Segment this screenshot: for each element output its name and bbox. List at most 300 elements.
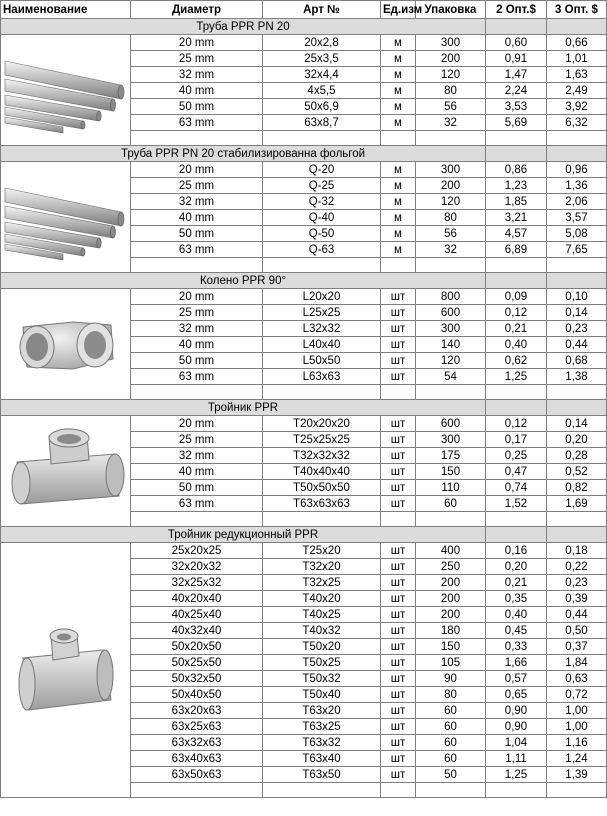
pack-cell: 250: [416, 559, 486, 575]
price3-cell: 0,82: [547, 480, 607, 496]
price2-cell: 0,21: [486, 575, 547, 591]
unit-cell: шт: [381, 687, 416, 703]
price2-cell: 1,52: [486, 496, 547, 512]
unit-cell: шт: [381, 559, 416, 575]
price3-cell: 0,14: [547, 416, 607, 432]
pack-cell: 120: [416, 67, 486, 83]
article-cell: T63x50: [263, 767, 381, 783]
pack-cell: 120: [416, 353, 486, 369]
article-cell: Q-20: [263, 162, 381, 178]
table-row: [1, 543, 607, 559]
price2-cell: 3,53: [486, 99, 547, 115]
pack-cell: 60: [416, 703, 486, 719]
section-title-filler: [486, 273, 547, 289]
diameter-cell: 50 mm: [131, 353, 263, 369]
section-title-filler: [486, 146, 547, 162]
article-cell: L40x40: [263, 337, 381, 353]
empty-cell: [263, 131, 381, 146]
unit-cell: м: [381, 226, 416, 242]
empty-cell: [547, 385, 607, 400]
empty-cell: [263, 783, 381, 798]
article-cell: T20x20x20: [263, 416, 381, 432]
unit-cell: м: [381, 210, 416, 226]
pack-cell: 32: [416, 242, 486, 258]
price2-cell: 0,40: [486, 607, 547, 623]
price2-cell: 1,85: [486, 194, 547, 210]
diameter-cell: 32 mm: [131, 194, 263, 210]
unit-cell: м: [381, 51, 416, 67]
diameter-cell: 40x32x40: [131, 623, 263, 639]
header-price3: 3 Опт. $: [547, 1, 607, 19]
diameter-cell: 32 mm: [131, 448, 263, 464]
pack-cell: 140: [416, 337, 486, 353]
price3-cell: 0,37: [547, 639, 607, 655]
pack-cell: 105: [416, 655, 486, 671]
header-article: Арт №: [263, 1, 381, 19]
pack-cell: 120: [416, 194, 486, 210]
price3-cell: 1,00: [547, 703, 607, 719]
price2-cell: 1,47: [486, 67, 547, 83]
section-title: Колено PPR 90°: [1, 273, 486, 289]
unit-cell: м: [381, 178, 416, 194]
diameter-cell: 50x32x50: [131, 671, 263, 687]
empty-cell: [486, 258, 547, 273]
diameter-cell: 40 mm: [131, 464, 263, 480]
empty-cell: [131, 258, 263, 273]
section-title-row: [1, 19, 607, 35]
pack-cell: 56: [416, 99, 486, 115]
unit-cell: шт: [381, 416, 416, 432]
price2-cell: 0,25: [486, 448, 547, 464]
empty-cell: [416, 258, 486, 273]
article-cell: T50x25: [263, 655, 381, 671]
price2-cell: 0,17: [486, 432, 547, 448]
diameter-cell: 32x25x32: [131, 575, 263, 591]
pack-cell: 60: [416, 735, 486, 751]
unit-cell: шт: [381, 639, 416, 655]
price3-cell: 1,63: [547, 67, 607, 83]
empty-cell: [547, 783, 607, 798]
pipes-image: [1, 35, 131, 146]
diameter-cell: 63 mm: [131, 115, 263, 131]
empty-cell: [131, 512, 263, 527]
article-cell: T50x40: [263, 687, 381, 703]
unit-cell: шт: [381, 337, 416, 353]
price2-cell: 0,91: [486, 51, 547, 67]
pack-cell: 150: [416, 464, 486, 480]
price2-cell: 0,45: [486, 623, 547, 639]
pack-cell: 200: [416, 178, 486, 194]
price2-cell: 0,33: [486, 639, 547, 655]
price3-cell: 0,44: [547, 337, 607, 353]
diameter-cell: 63x32x63: [131, 735, 263, 751]
diameter-cell: 20 mm: [131, 35, 263, 51]
price3-cell: 0,72: [547, 687, 607, 703]
price3-cell: 0,52: [547, 464, 607, 480]
price3-cell: 0,18: [547, 543, 607, 559]
section-title-row: [1, 146, 607, 162]
article-cell: L63x63: [263, 369, 381, 385]
unit-cell: шт: [381, 703, 416, 719]
diameter-cell: 63x20x63: [131, 703, 263, 719]
diameter-cell: 63 mm: [131, 242, 263, 258]
price3-cell: 1,38: [547, 369, 607, 385]
table-row: [1, 416, 607, 432]
price3-cell: 0,20: [547, 432, 607, 448]
pack-cell: 32: [416, 115, 486, 131]
price3-cell: 1,00: [547, 719, 607, 735]
pack-cell: 600: [416, 416, 486, 432]
article-cell: T40x25: [263, 607, 381, 623]
header-name: Наименование: [1, 1, 131, 19]
unit-cell: шт: [381, 671, 416, 687]
article-cell: T25x25x25: [263, 432, 381, 448]
price3-cell: 7,65: [547, 242, 607, 258]
pack-cell: 50: [416, 767, 486, 783]
price2-cell: 0,57: [486, 671, 547, 687]
pack-cell: 60: [416, 751, 486, 767]
unit-cell: м: [381, 115, 416, 131]
price2-cell: 1,25: [486, 369, 547, 385]
price2-cell: 6,89: [486, 242, 547, 258]
price3-cell: 0,28: [547, 448, 607, 464]
unit-cell: шт: [381, 369, 416, 385]
diameter-cell: 63x50x63: [131, 767, 263, 783]
empty-cell: [381, 512, 416, 527]
pack-cell: 200: [416, 607, 486, 623]
price3-cell: 0,23: [547, 321, 607, 337]
pack-cell: 60: [416, 496, 486, 512]
price3-cell: 0,23: [547, 575, 607, 591]
price2-cell: 0,40: [486, 337, 547, 353]
pack-cell: 300: [416, 321, 486, 337]
diameter-cell: 50 mm: [131, 226, 263, 242]
unit-cell: м: [381, 162, 416, 178]
article-cell: L20x20: [263, 289, 381, 305]
article-cell: T63x20: [263, 703, 381, 719]
pack-cell: 80: [416, 687, 486, 703]
pack-cell: 400: [416, 543, 486, 559]
diameter-cell: 50x25x50: [131, 655, 263, 671]
article-cell: T25x20: [263, 543, 381, 559]
empty-cell: [486, 783, 547, 798]
section-title: Тройник редукционный PPR: [1, 527, 486, 543]
price3-cell: 0,14: [547, 305, 607, 321]
table-row: [1, 162, 607, 178]
empty-cell: [416, 131, 486, 146]
article-cell: 32х4,4: [263, 67, 381, 83]
unit-cell: шт: [381, 767, 416, 783]
article-cell: Q-63: [263, 242, 381, 258]
pack-cell: 180: [416, 623, 486, 639]
empty-cell: [381, 131, 416, 146]
pack-cell: 175: [416, 448, 486, 464]
unit-cell: м: [381, 35, 416, 51]
empty-cell: [547, 131, 607, 146]
price3-cell: 0,44: [547, 607, 607, 623]
price3-cell: 0,66: [547, 35, 607, 51]
unit-cell: шт: [381, 464, 416, 480]
article-cell: T50x32: [263, 671, 381, 687]
unit-cell: шт: [381, 623, 416, 639]
price3-cell: 0,68: [547, 353, 607, 369]
article-cell: 25х3,5: [263, 51, 381, 67]
price2-cell: 0,09: [486, 289, 547, 305]
empty-cell: [416, 385, 486, 400]
pack-cell: 80: [416, 83, 486, 99]
table-row: [1, 289, 607, 305]
pack-cell: 200: [416, 575, 486, 591]
tee-image: [1, 416, 131, 527]
unit-cell: м: [381, 83, 416, 99]
price2-cell: 0,35: [486, 591, 547, 607]
diameter-cell: 25 mm: [131, 305, 263, 321]
section-title-filler: [547, 19, 607, 35]
diameter-cell: 20 mm: [131, 162, 263, 178]
section-title-filler: [547, 146, 607, 162]
article-cell: T40x40x40: [263, 464, 381, 480]
empty-cell: [263, 385, 381, 400]
price3-cell: 1,69: [547, 496, 607, 512]
price3-cell: 0,63: [547, 671, 607, 687]
article-cell: T32x32x32: [263, 448, 381, 464]
diameter-cell: 63 mm: [131, 369, 263, 385]
section-title-filler: [547, 527, 607, 543]
unit-cell: шт: [381, 321, 416, 337]
price2-cell: 0,16: [486, 543, 547, 559]
unit-cell: шт: [381, 719, 416, 735]
price2-cell: 0,90: [486, 719, 547, 735]
unit-cell: м: [381, 67, 416, 83]
article-cell: T40x32: [263, 623, 381, 639]
diameter-cell: 50x20x50: [131, 639, 263, 655]
pack-cell: 600: [416, 305, 486, 321]
price3-cell: 6,32: [547, 115, 607, 131]
price2-cell: 0,20: [486, 559, 547, 575]
article-cell: T63x32: [263, 735, 381, 751]
section-title-filler: [486, 527, 547, 543]
empty-cell: [381, 385, 416, 400]
article-cell: T32x25: [263, 575, 381, 591]
price2-cell: 1,11: [486, 751, 547, 767]
unit-cell: шт: [381, 543, 416, 559]
table-row: [1, 35, 607, 51]
unit-cell: шт: [381, 432, 416, 448]
diameter-cell: 25x20x25: [131, 543, 263, 559]
price3-cell: 0,50: [547, 623, 607, 639]
article-cell: 50х6,9: [263, 99, 381, 115]
section-title-row: [1, 273, 607, 289]
diameter-cell: 32x20x32: [131, 559, 263, 575]
article-cell: T50x50x50: [263, 480, 381, 496]
price3-cell: 1,24: [547, 751, 607, 767]
elbow-image: [1, 289, 131, 400]
pack-cell: 110: [416, 480, 486, 496]
price2-cell: 1,25: [486, 767, 547, 783]
diameter-cell: 20 mm: [131, 289, 263, 305]
section-title: Труба PPR PN 20: [1, 19, 486, 35]
unit-cell: шт: [381, 480, 416, 496]
price3-cell: 2,06: [547, 194, 607, 210]
unit-cell: шт: [381, 591, 416, 607]
empty-cell: [131, 131, 263, 146]
unit-cell: шт: [381, 655, 416, 671]
reducing-tee-image: [1, 543, 131, 798]
pack-cell: 300: [416, 432, 486, 448]
price2-cell: 2,24: [486, 83, 547, 99]
pack-cell: 54: [416, 369, 486, 385]
price3-cell: 0,96: [547, 162, 607, 178]
empty-cell: [263, 258, 381, 273]
price3-cell: 0,22: [547, 559, 607, 575]
price2-cell: 5,69: [486, 115, 547, 131]
empty-cell: [416, 783, 486, 798]
section-title-filler: [486, 19, 547, 35]
header-pack: Упаковка: [416, 1, 486, 19]
unit-cell: шт: [381, 735, 416, 751]
price2-cell: 0,90: [486, 703, 547, 719]
pack-cell: 300: [416, 35, 486, 51]
pack-cell: 200: [416, 51, 486, 67]
article-cell: T63x40: [263, 751, 381, 767]
unit-cell: шт: [381, 289, 416, 305]
section-title-row: [1, 527, 607, 543]
unit-cell: м: [381, 242, 416, 258]
price3-cell: 0,10: [547, 289, 607, 305]
price3-cell: 2,49: [547, 83, 607, 99]
diameter-cell: 25 mm: [131, 178, 263, 194]
unit-cell: шт: [381, 448, 416, 464]
unit-cell: м: [381, 194, 416, 210]
header-row: [1, 1, 607, 19]
article-cell: T50x20: [263, 639, 381, 655]
price3-cell: 3,92: [547, 99, 607, 115]
diameter-cell: 25 mm: [131, 51, 263, 67]
price3-cell: 3,57: [547, 210, 607, 226]
diameter-cell: 32 mm: [131, 67, 263, 83]
price2-cell: 0,74: [486, 480, 547, 496]
section-title: Тройник PPR: [1, 400, 486, 416]
section-title-filler: [486, 400, 547, 416]
section-title-filler: [547, 400, 607, 416]
article-cell: 20х2,8: [263, 35, 381, 51]
article-cell: T32x20: [263, 559, 381, 575]
empty-cell: [131, 783, 263, 798]
price2-cell: 4,57: [486, 226, 547, 242]
article-cell: L25x25: [263, 305, 381, 321]
diameter-cell: 40 mm: [131, 210, 263, 226]
article-cell: L50x50: [263, 353, 381, 369]
price3-cell: 1,36: [547, 178, 607, 194]
price2-cell: 0,60: [486, 35, 547, 51]
unit-cell: м: [381, 99, 416, 115]
empty-cell: [381, 783, 416, 798]
article-cell: Q-50: [263, 226, 381, 242]
price3-cell: 1,39: [547, 767, 607, 783]
article-cell: Q-25: [263, 178, 381, 194]
price2-cell: 0,47: [486, 464, 547, 480]
price2-cell: 1,23: [486, 178, 547, 194]
article-cell: Q-32: [263, 194, 381, 210]
empty-cell: [486, 131, 547, 146]
empty-cell: [381, 258, 416, 273]
pack-cell: 800: [416, 289, 486, 305]
article-cell: 4х5,5: [263, 83, 381, 99]
unit-cell: шт: [381, 607, 416, 623]
price3-cell: 1,16: [547, 735, 607, 751]
empty-cell: [547, 258, 607, 273]
unit-cell: шт: [381, 353, 416, 369]
article-cell: T40x20: [263, 591, 381, 607]
price2-cell: 0,21: [486, 321, 547, 337]
diameter-cell: 40 mm: [131, 83, 263, 99]
price3-cell: 0,39: [547, 591, 607, 607]
price3-cell: 1,01: [547, 51, 607, 67]
diameter-cell: 40x20x40: [131, 591, 263, 607]
diameter-cell: 50 mm: [131, 99, 263, 115]
diameter-cell: 25 mm: [131, 432, 263, 448]
empty-cell: [486, 512, 547, 527]
pack-cell: 90: [416, 671, 486, 687]
unit-cell: шт: [381, 575, 416, 591]
empty-cell: [131, 385, 263, 400]
article-cell: 63х8,7: [263, 115, 381, 131]
diameter-cell: 50x40x50: [131, 687, 263, 703]
empty-cell: [547, 512, 607, 527]
pack-cell: 150: [416, 639, 486, 655]
price2-cell: 3,21: [486, 210, 547, 226]
unit-cell: шт: [381, 751, 416, 767]
diameter-cell: 50 mm: [131, 480, 263, 496]
empty-cell: [486, 385, 547, 400]
pipes-image: [1, 162, 131, 273]
price3-cell: 5,08: [547, 226, 607, 242]
price3-cell: 1,84: [547, 655, 607, 671]
unit-cell: шт: [381, 305, 416, 321]
price2-cell: 0,62: [486, 353, 547, 369]
diameter-cell: 40 mm: [131, 337, 263, 353]
price2-cell: 1,66: [486, 655, 547, 671]
section-title-row: [1, 400, 607, 416]
diameter-cell: 63 mm: [131, 496, 263, 512]
article-cell: Q-40: [263, 210, 381, 226]
price2-cell: 0,12: [486, 305, 547, 321]
pack-cell: 300: [416, 162, 486, 178]
diameter-cell: 40x25x40: [131, 607, 263, 623]
header-unit: Ед.изм: [381, 1, 416, 19]
article-cell: T63x25: [263, 719, 381, 735]
section-title-filler: [547, 273, 607, 289]
empty-cell: [416, 512, 486, 527]
pack-cell: 80: [416, 210, 486, 226]
section-title: Труба PPR PN 20 стабилизированна фольгой: [1, 146, 486, 162]
diameter-cell: 32 mm: [131, 321, 263, 337]
diameter-cell: 63x25x63: [131, 719, 263, 735]
pack-cell: 56: [416, 226, 486, 242]
price2-cell: 0,12: [486, 416, 547, 432]
header-price2: 2 Опт.$: [486, 1, 547, 19]
diameter-cell: 20 mm: [131, 416, 263, 432]
unit-cell: шт: [381, 496, 416, 512]
price2-cell: 0,65: [486, 687, 547, 703]
pack-cell: 60: [416, 719, 486, 735]
pack-cell: 200: [416, 591, 486, 607]
article-cell: T63x63x63: [263, 496, 381, 512]
article-cell: L32x32: [263, 321, 381, 337]
empty-cell: [263, 512, 381, 527]
header-diameter: Диаметр: [131, 1, 263, 19]
price2-cell: 0,86: [486, 162, 547, 178]
